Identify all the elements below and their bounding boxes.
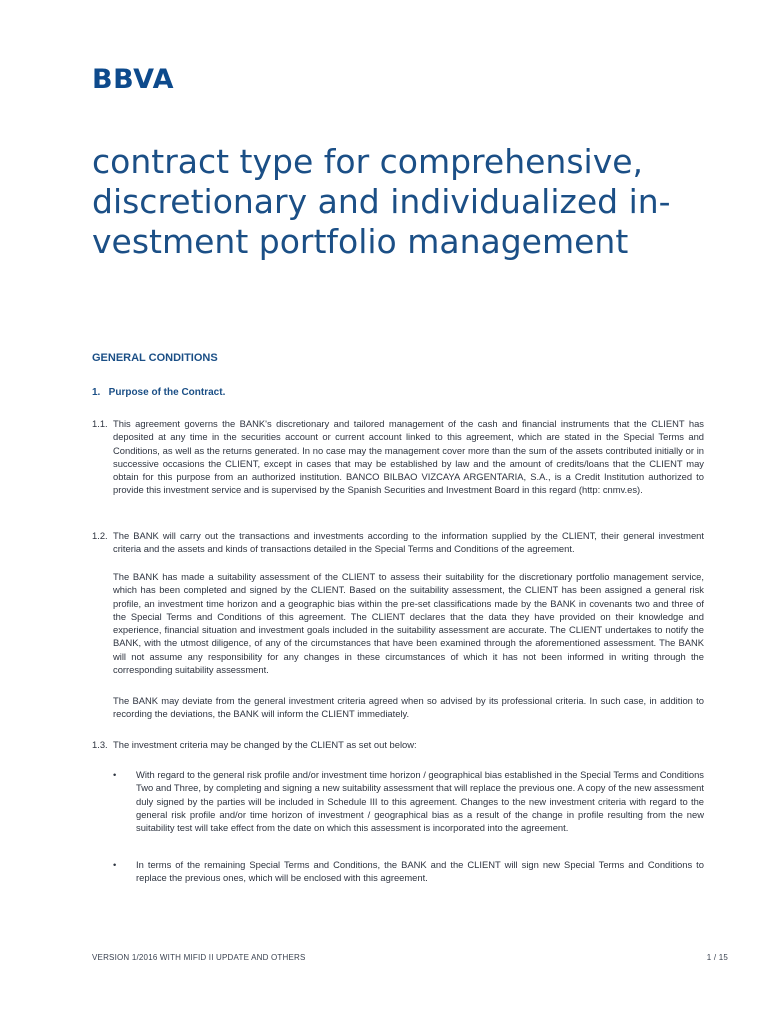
clause-paragraph: The BANK has made a suitability assessment of the CLIENT to assess their suitability for the discretionary portfolio management service, which has been completed and signed by the CLIENT. Based on the suitability assessment, the CLIENT has been assigned a general risk profile, an investment time horizon and a geographic bias within the pre-set classifications made by the BANK in covenants two and three of the Special Terms and Conditions of this agreement. The CLIENT declares that the data they have provided on their knowledge and experience, financial situation and investment goals included in the suitability assessment are accurate. The CLIENT undertakes to notify the BANK, with the utmost diligence, of any of the circumstances that have been examined through the aforementioned assessment. The BANK will not assume any responsibility for any changes in these circumstances of which it has not been informed in writing through the corresponding suitability assessment. — [113, 571, 704, 676]
clause-text: The BANK will carry out the transactions and investments according to the information supplied by the CLIENT, their general investment criteria and the assets and kinds of transactions detailed in the Special Terms and Conditions of the agreement. — [113, 530, 704, 555]
bbva-logo: BBVA — [92, 64, 175, 95]
clause-paragraph: The BANK may deviate from the general investment criteria agreed when so advised by its professional criteria. In such case, in addition to recording the deviations, the BANK will inform the CLIENT immediately. — [113, 695, 704, 720]
clause-1-2-paragraph-3 — [92, 694, 704, 721]
clause-number: 1.1. — [92, 418, 108, 429]
bullet-icon: • — [113, 859, 117, 870]
document-title: contract type for comprehensive, discretionary and individualized in- vestment portfolio management — [92, 142, 671, 261]
clause-number: 1.3. — [92, 739, 108, 750]
page-number: 1 / 15 — [706, 953, 728, 962]
clause-heading: 1. Purpose of the Contract. — [92, 387, 226, 398]
clause-1-2-paragraph-2 — [92, 570, 704, 676]
clause-1-1 — [92, 417, 704, 497]
bullet-text: In terms of the remaining Special Terms and Conditions, the BANK and the CLIENT will sign new Special Terms and Conditions to replace the previous ones, which will be enclosed with this agreement. — [136, 859, 704, 884]
clause-text: This agreement governs the BANK's discretionary and tailored management of the cash and financial instruments that the CLIENT has deposited at any time in the securities account or current account linked to this agreement, which are stated in the Special Terms and Conditions, as well as the returns generated. In no case may the management cover more than the sum of the assets contributed initially or in successive occasions the CLIENT, except in cases that may be established by law and the amount of credits/loans that the CLIENT may obtain for this purpose from an authorized institution. BANCO BILBAO VIZCAYA ARGENTARIA, S.A., is a Credit Institution authorized to provide this investment service and is supervised by the Spanish Securities and Investment Board in this regard (http: cnmv.es). — [113, 418, 704, 496]
version-label: VERSION 1/2016 WITH MIFID II UPDATE AND OTHERS — [92, 953, 306, 962]
bullet-text: With regard to the general risk profile and/or investment time horizon / geographical bias established in the Special Terms and Conditions Two and Three, by completing and signing a new suitability assessment that will replace the previous one. A copy of the new assessment duly signed by the parties will be included in Schedule III to this agreement. Changes to the new investment criteria with regard to the general risk profile and/or time horizon of investment / geographical bias as a result of the change in profile resulting from the new suitability test will take effect from the date on which this assessment is incorporated into the agreement. — [136, 769, 704, 834]
bullet-list-item — [92, 858, 704, 885]
clause-text: The investment criteria may be changed by the CLIENT as set out below: — [113, 739, 417, 750]
clause-1-3 — [92, 738, 704, 751]
clause-number: 1.2. — [92, 530, 108, 541]
clause-1-2 — [92, 529, 704, 556]
bullet-list-item — [92, 768, 704, 834]
bullet-icon: • — [113, 769, 117, 780]
page-footer — [92, 953, 728, 962]
section-heading: GENERAL CONDITIONS — [92, 352, 218, 364]
